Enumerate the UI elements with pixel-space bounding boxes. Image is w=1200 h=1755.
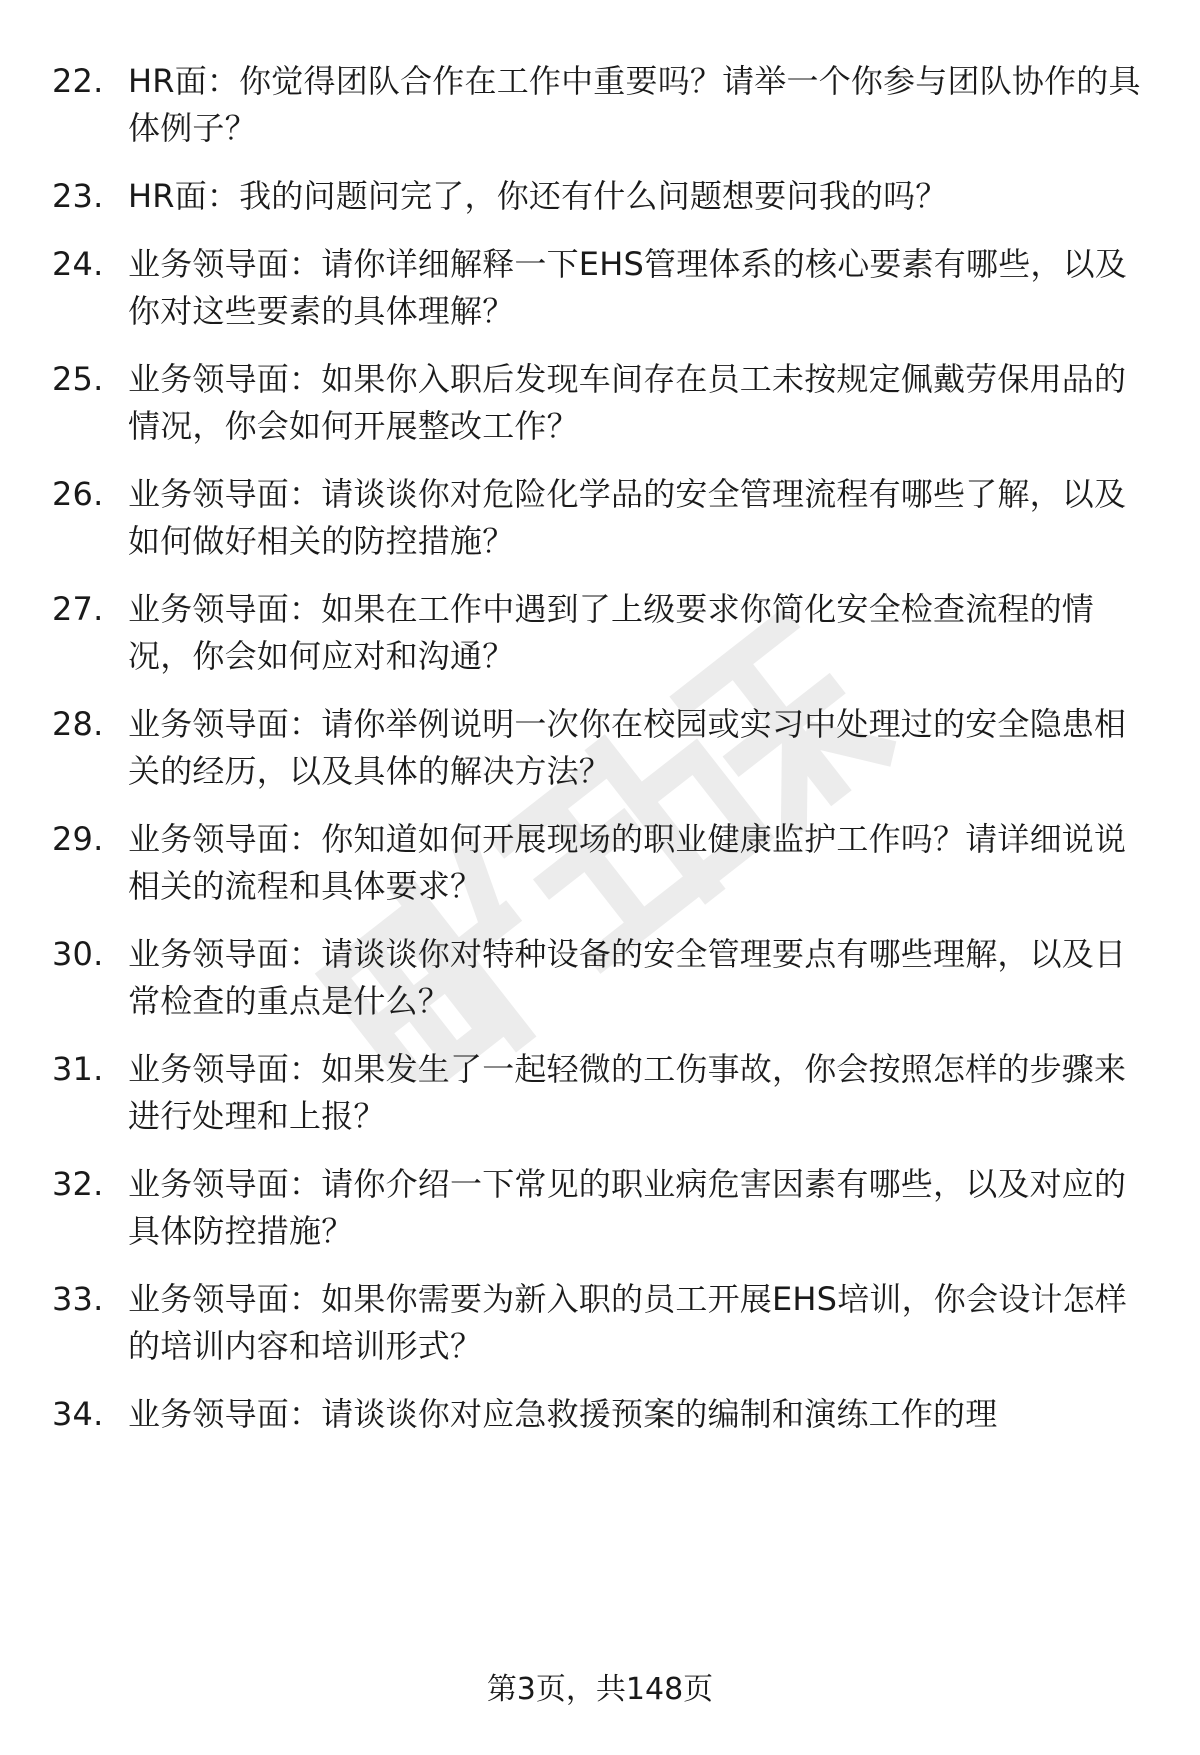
question-text: 业务领导面：如果发生了一起轻微的工伤事故，你会按照怎样的步骤来进行处理和上报？ — [128, 1050, 1127, 1135]
question-number: 26. — [52, 475, 104, 513]
list-item — [52, 471, 1152, 565]
list-item — [52, 1391, 1152, 1438]
list-item — [52, 586, 1152, 680]
question-number: 23. — [52, 177, 104, 215]
question-number: 31. — [52, 1050, 104, 1088]
question-number: 29. — [52, 820, 104, 858]
question-text: 业务领导面：请你详细解释一下EHS管理体系的核心要素有哪些，以及你对这些要素的具体理解？ — [128, 245, 1127, 330]
question-text: 业务领导面：你知道如何开展现场的职业健康监护工作吗？请详细说说相关的流程和具体要求？ — [128, 820, 1127, 905]
question-number: 28. — [52, 705, 104, 743]
question-number: 34. — [52, 1395, 104, 1433]
question-number: 24. — [52, 245, 104, 283]
question-text: 业务领导面：如果你入职后发现车间存在员工未按规定佩戴劳保用品的情况，你会如何开展整改工作？ — [128, 360, 1127, 445]
question-number: 25. — [52, 360, 104, 398]
list-item — [52, 1046, 1152, 1140]
question-list — [52, 58, 1152, 1459]
list-item — [52, 1276, 1152, 1370]
question-number: 30. — [52, 935, 104, 973]
question-text: HR面：你觉得团队合作在工作中重要吗？请举一个你参与团队协作的具体例子？ — [128, 62, 1141, 147]
question-number: 32. — [52, 1165, 104, 1203]
list-item — [52, 701, 1152, 795]
question-number: 27. — [52, 590, 104, 628]
question-text: 业务领导面：如果在工作中遇到了上级要求你简化安全检查流程的情况，你会如何应对和沟通？ — [128, 590, 1095, 675]
question-text: HR面：我的问题问完了，你还有什么问题想要问我的吗？ — [128, 177, 948, 215]
question-text: 业务领导面：请谈谈你对特种设备的安全管理要点有哪些理解，以及日常检查的重点是什么？ — [128, 935, 1127, 1020]
list-item — [52, 173, 1152, 220]
question-text: 业务领导面：请谈谈你对应急救援预案的编制和演练工作的理 — [128, 1395, 998, 1433]
page-footer: 第3页，共148页 — [486, 1672, 714, 1707]
question-text: 业务领导面：如果你需要为新入职的员工开展EHS培训，你会设计怎样的培训内容和培训形式？ — [128, 1280, 1127, 1365]
question-text: 业务领导面：请你举例说明一次你在校园或实习中处理过的安全隐患相关的经历，以及具体的解决方法？ — [128, 705, 1127, 790]
list-item — [52, 356, 1152, 450]
list-item — [52, 816, 1152, 910]
list-item — [52, 241, 1152, 335]
list-item — [52, 931, 1152, 1025]
question-text: 业务领导面：请谈谈你对危险化学品的安全管理流程有哪些了解，以及如何做好相关的防控措施？ — [128, 475, 1127, 560]
list-item — [52, 1161, 1152, 1255]
question-text: 业务领导面：请你介绍一下常见的职业病危害因素有哪些，以及对应的具体防控措施？ — [128, 1165, 1127, 1250]
list-item — [52, 58, 1152, 152]
question-number: 22. — [52, 62, 104, 100]
question-number: 33. — [52, 1280, 104, 1318]
